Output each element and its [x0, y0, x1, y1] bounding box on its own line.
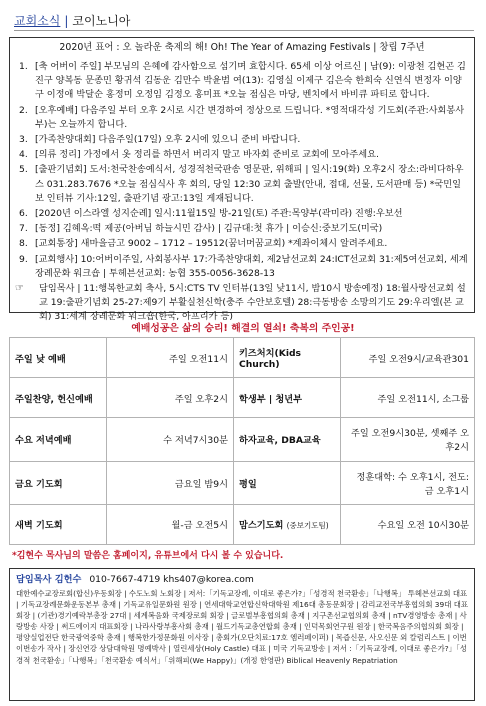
pastor-box — [9, 568, 475, 701]
service-name: 수요 저녁예배 — [10, 418, 107, 461]
news-item-text: [가족찬양대회] 다음주일(17일) 오후 2시에 있으니 준비 바랍니다. — [35, 134, 301, 146]
service-time: 주일 오전11시, 소그룹 — [341, 378, 475, 418]
header-rule — [14, 30, 474, 31]
service-name: 학생부 | 청년부 — [234, 378, 341, 418]
service-time: 금요일 밤9시 — [107, 461, 234, 504]
news-item-number: 1. — [19, 61, 28, 72]
news-item — [15, 253, 469, 281]
news-list — [15, 60, 469, 325]
service-name: 새벽 기도회 — [10, 504, 107, 544]
service-name: 키즈처치(Kids Church) — [234, 338, 341, 378]
service-name: 주일찬양, 헌신예배 — [10, 378, 107, 418]
pointing-hand-icon: ☞ — [15, 283, 24, 295]
news-item — [15, 163, 469, 206]
service-name — [234, 504, 341, 544]
news-item-number: 6. — [19, 208, 28, 220]
header-separator: | — [64, 14, 69, 28]
news-item-text: [의류 정리] 가정에서 옷 정리를 하면서 버리지 말고 바자회 준비로 교회에 모아주세요. — [35, 149, 379, 161]
service-time: 주일 오전9시/교육관301 — [341, 338, 475, 378]
news-item-text: [교회통장] 새마을금고 9002 – 1712 – 19512(꿈너머꿈교회) *계좌이체시 알려주세요. — [35, 238, 388, 250]
news-item-number: 4. — [19, 149, 28, 161]
table-row — [10, 378, 475, 418]
news-item-text: [2020년 이스라엘 성지순례] 일시:11월15일 방-21일(토) 주관:목양부(곽미라) 진행:우보선 — [35, 208, 403, 220]
news-item — [15, 104, 469, 132]
service-time: 주일 오전9시30분, 셋째주 오후2시 — [341, 418, 475, 461]
news-item — [15, 237, 469, 251]
sermon-note: *김현수 목사님의 말씀은 홈페이지, 유튜브에서 다시 볼 수 있습니다. — [12, 551, 284, 561]
news-item-number: 7. — [19, 223, 28, 235]
news-item-text: [교회행사] 10:어버이주일, 사회봉사부 17:가족찬양대회, 제2남선교회 24:ICT선교회 31:제5여선교회, 세계장례문화 워크숍 | 투헤븐선교회: 농협 355-0056-3628-13 — [35, 253, 468, 279]
pastor-title: 담임목사 김헌수 — [16, 574, 82, 585]
news-item — [15, 148, 469, 162]
service-name: 주일 낮 예배 — [10, 338, 107, 378]
table-row — [10, 504, 475, 544]
pastor-contact — [16, 573, 468, 586]
news-item — [15, 60, 469, 103]
service-time: 수 저녁7시30분 — [107, 418, 234, 461]
service-time: 수요일 오전 10시30분 — [341, 504, 475, 544]
service-name: 하자교육, DBA교육 — [234, 418, 341, 461]
service-time: 월-금 오전5시 — [107, 504, 234, 544]
news-item — [15, 207, 469, 221]
page-header — [14, 10, 474, 32]
pastor-schedule-item — [15, 282, 469, 325]
pastor-phone-email: 010-7667-4719 khs407@korea.com — [89, 574, 254, 585]
news-item-number: 5. — [19, 164, 28, 176]
service-time: 주일 오후2시 — [107, 378, 234, 418]
news-item-text: [축 어버이 주일] 부모님의 은혜에 감사함으로 섬기며 효합시다. 65세 이상 어르신 | 남(9): 이광천 김현곤 김진구 양복동 문종민 황귀석 김동운 김만수 박윤범 여(13): 김영실 이제구 김은숙 한희숙 신연식 변정자 이양구 이정애 박달순 홍정미 오정임 김정오 홍미표 *오늘 점심은 마당, 벤치에서 바비큐 파티로 합니다. — [35, 61, 466, 101]
table-row — [10, 418, 475, 461]
news-item-number: 3. — [19, 134, 28, 146]
table-row — [10, 461, 475, 504]
news-box — [9, 37, 475, 323]
service-name-main: 맘스기도회 — [239, 520, 284, 532]
pastor-bio: 대한예수교장로회(합신)우동회장 | 수도노회 노회장 | 저서:「기독교장례, 이대로 좋은가?」「성경적 천국환송」「나행복」 투헤븐선교회 대표 | 기독교장례문화운동본부 총재 | 기독교유일문화원 원장 | 연세대학교연합신학대학원 제16대 총동문회장 | 감리교전국부흥협의회 39대 대표회장 | (기관)경기예락부총장 27대 | 세계복음화 국제장로회 회장 | 글로벌부흥협의회 총재 | 지구촌선교협의회 총재 | nTV경영방송 총재 | 사랑방송 사장 | 써드에이지 대표회장 | 나라사랑부흥사회 총재 | 월드기독교총연합회 총재 | 인덕목회연구원 원장 | 한국복음주의협의회 회장 | 평양실업전단 한국광역중학 총재 | 행복한가정문화원 이사장 | 총회가(오단치료:17호 엠러페이퍼) | 목즙신문, 사오신문 외 칼럼리스트 | 이번이번송가 작사 | 장신연강 상담대학원 명예박사 | 열린세상(Holy Castle) 대표 | 미국 기독교방송 | 저서 :「기독교장례, 이대로 좋은가?」「성경적 천국환송」「나행복」「천국환송 예식서」「위해피(We Happy)」(개정 한영판) Biblical Heavenly Repatriation — [16, 589, 468, 665]
news-item-number: 8. — [19, 238, 28, 250]
service-table — [9, 337, 475, 545]
service-time: 주일 오전11시 — [107, 338, 234, 378]
news-item-text: [출판기념회] 도서:천국찬송예식서, 성경적천국판송 영문판, 위해피 | 일시:19(화) 오후2시 장소:라비다하우스 031.283.7676 *오늘 점심식사 후 회의, 당일 12:30 교회 출발(안내, 접대, 선물, 도서판매 등) *국민일보 인터뷰 기사:12일, 출판기념 광고:13일 게재됩니다. — [35, 164, 464, 204]
news-item — [15, 222, 469, 236]
news-item-text: [동정] 김혜옥:떡 제공(아버님 하늘시민 감사) | 김규대:첫 휴가 | 이승신:중보기도(미국) — [35, 223, 383, 235]
news-item-text: [오후예배] 다음주일 부터 오후 2시로 시간 변경하여 정상으로 드립니다. *영적대각성 기도회(주관:사회봉사부)는 오늘까지 합니다. — [35, 104, 465, 130]
news-item-text: 담임목사 | 11:행복한교회 축사, 5시:CTS TV 인터뷰(13일 낮11시, 밤10시 방송예정) 18:월사랑선교회 설교 19:출판기념회 25-27:제9기 부활실천신학(충주 수안보호텔) 28:극동방송 소망의기도 29:우리엘(본 교회) 31:세계 장례문화 워크숍(한국, 아프리카 등) — [39, 283, 466, 323]
table-row — [10, 338, 475, 378]
service-name: 평일 — [234, 461, 341, 504]
service-name-sub: (중보기도팀) — [286, 521, 329, 531]
service-name: 금요 기도회 — [10, 461, 107, 504]
worship-banner: 예배성공은 삶의 승리! 해결의 열쇠! 축복의 주인공! — [131, 323, 355, 334]
news-item-number: 9. — [19, 253, 28, 265]
news-item-number: 2. — [19, 104, 28, 116]
section-name: 코이노니아 — [72, 14, 131, 28]
annual-motto: 2020년 표어 : 오 놀라운 축제의 해! Oh! The Year of Amazing Festivals | 창립 7주년 — [59, 42, 425, 53]
news-item — [15, 133, 469, 147]
section-title: 교회소식 — [14, 14, 61, 28]
service-time: 정훈대학: 수 오후1시, 전도: 금 오후1시 — [341, 461, 475, 504]
